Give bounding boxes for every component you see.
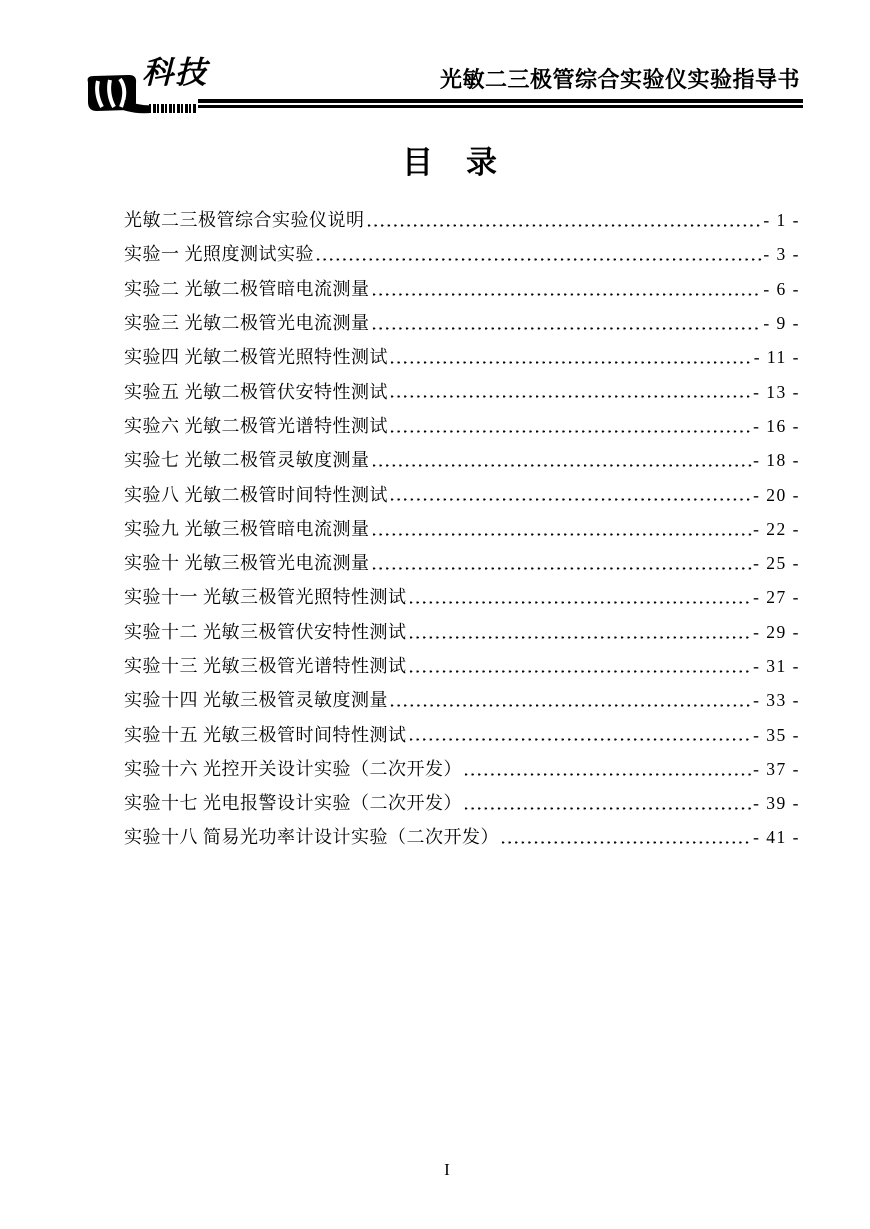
toc-entry-title: 实验二 光敏二极管暗电流测量: [124, 278, 370, 299]
toc-entry-title: 实验七 光敏二极管灵敏度测量: [124, 450, 370, 471]
toc-entry[interactable]: [124, 546, 800, 580]
toc-entry[interactable]: [124, 683, 800, 717]
toc-entry-title: 实验十二 光敏三极管伏安特性测试: [124, 621, 407, 642]
toc-dot-leader: [409, 615, 753, 649]
toc-entry[interactable]: [124, 237, 800, 271]
toc-dot-leader: [390, 374, 752, 408]
toc-entry-title: 实验十五 光敏三极管时间特性测试: [124, 724, 407, 745]
toc-dot-leader: [316, 237, 762, 271]
toc-entry-page: - 25 -: [753, 553, 800, 574]
toc-entry-title: 实验六 光敏二极管光谱特性测试: [124, 415, 388, 436]
toc-dot-leader: [390, 340, 753, 374]
toc-entry-title: 实验九 光敏三极管暗电流测量: [124, 518, 370, 539]
toc-entry[interactable]: [124, 374, 800, 408]
toc-entry-title: 实验十三 光敏三极管光谱特性测试: [124, 656, 407, 676]
toc-title: 目 录: [402, 145, 498, 180]
toc-entry-page: - 3 -: [763, 244, 800, 265]
toc-entry-page: - 39 -: [753, 793, 800, 814]
toc-entry-title: 实验十四 光敏三极管灵敏度测量: [124, 690, 388, 711]
toc-entry-title: 实验一 光照度测试实验: [124, 244, 314, 265]
toc-entry-title: 实验十 光敏三极管光电流测量: [124, 553, 370, 574]
toc-dot-leader: [390, 683, 752, 717]
document-title: 光敏二三极管综合实验仪实验指导书: [439, 67, 800, 92]
toc-entry[interactable]: [124, 649, 800, 683]
toc-dot-leader: [372, 443, 753, 477]
logo-text: 科技: [142, 55, 208, 90]
toc-dot-leader: [409, 649, 753, 683]
toc-entry[interactable]: [124, 443, 800, 477]
toc-dot-leader: [390, 477, 752, 511]
toc-entry-page: - 37 -: [753, 758, 800, 779]
toc-dot-leader: [409, 717, 753, 751]
toc-entry[interactable]: [124, 615, 800, 649]
toc-entry[interactable]: [124, 306, 800, 340]
toc-entry[interactable]: [124, 477, 800, 511]
toc-entry-title: 实验三 光敏二极管光电流测量: [124, 313, 370, 334]
toc-dot-leader: [372, 306, 763, 340]
toc-entry-title: 实验十七 光电报警设计实验（二次开发）: [124, 793, 462, 814]
toc-entry[interactable]: [124, 512, 800, 546]
toc-entry-page: - 16 -: [753, 415, 800, 436]
toc-entry-page: - 41 -: [753, 827, 800, 848]
company-logo: [85, 56, 220, 124]
toc-entry-page: - 9 -: [763, 313, 800, 334]
toc-dot-leader: [367, 203, 763, 237]
toc-entry[interactable]: [124, 272, 800, 306]
toc-entry-page: - 13 -: [753, 381, 800, 402]
toc-entry[interactable]: [124, 340, 800, 374]
toc-entry-title: 实验五 光敏二极管伏安特性测试: [124, 381, 388, 402]
header-rule: [198, 99, 803, 108]
toc-entry[interactable]: [124, 409, 800, 443]
toc-entry-page: - 1 -: [763, 210, 800, 231]
toc-entry-page: - 27 -: [753, 587, 800, 608]
toc-list: [124, 203, 800, 855]
page-footer: [0, 1160, 870, 1180]
toc-entry-title: 实验十一 光敏三极管光照特性测试: [124, 587, 407, 608]
toc-entry-title: 实验八 光敏二极管时间特性测试: [124, 484, 388, 505]
toc-entry-page: - 31 -: [753, 656, 800, 676]
toc-entry-page: - 35 -: [753, 724, 800, 745]
toc-dot-leader: [464, 786, 752, 820]
toc-entry[interactable]: [124, 752, 800, 786]
toc-entry[interactable]: [124, 820, 800, 854]
toc-entry[interactable]: [124, 580, 800, 614]
toc-dot-leader: [372, 512, 753, 546]
toc-entry-page: - 20 -: [753, 484, 800, 505]
toc-entry[interactable]: [124, 717, 800, 751]
toc-entry[interactable]: [124, 203, 800, 237]
toc-dot-leader: [464, 752, 752, 786]
toc-entry[interactable]: [124, 786, 800, 820]
toc-entry-page: - 6 -: [763, 278, 800, 299]
toc-dot-leader: [372, 546, 753, 580]
toc-entry-page: - 18 -: [753, 450, 800, 471]
page-number: I: [444, 1160, 450, 1179]
toc-entry-page: - 33 -: [753, 690, 800, 711]
toc-entry-page: - 29 -: [753, 621, 800, 642]
toc-entry-title: 实验四 光敏二极管光照特性测试: [124, 347, 388, 368]
toc-entry-title: 实验十六 光控开关设计实验（二次开发）: [124, 758, 462, 779]
toc-entry-page: - 22 -: [753, 518, 800, 539]
logo-barcode-decoration: [149, 104, 196, 113]
toc-dot-leader: [390, 409, 752, 443]
toc-entry-title: 实验十八 简易光功率计设计实验（二次开发）: [124, 827, 499, 848]
toc-dot-leader: [409, 580, 753, 614]
toc-entry-page: - 11 -: [753, 347, 800, 368]
toc-dot-leader: [501, 820, 752, 854]
toc-entry-title: 光敏二三极管综合实验仪说明: [124, 210, 365, 231]
toc-dot-leader: [372, 272, 763, 306]
